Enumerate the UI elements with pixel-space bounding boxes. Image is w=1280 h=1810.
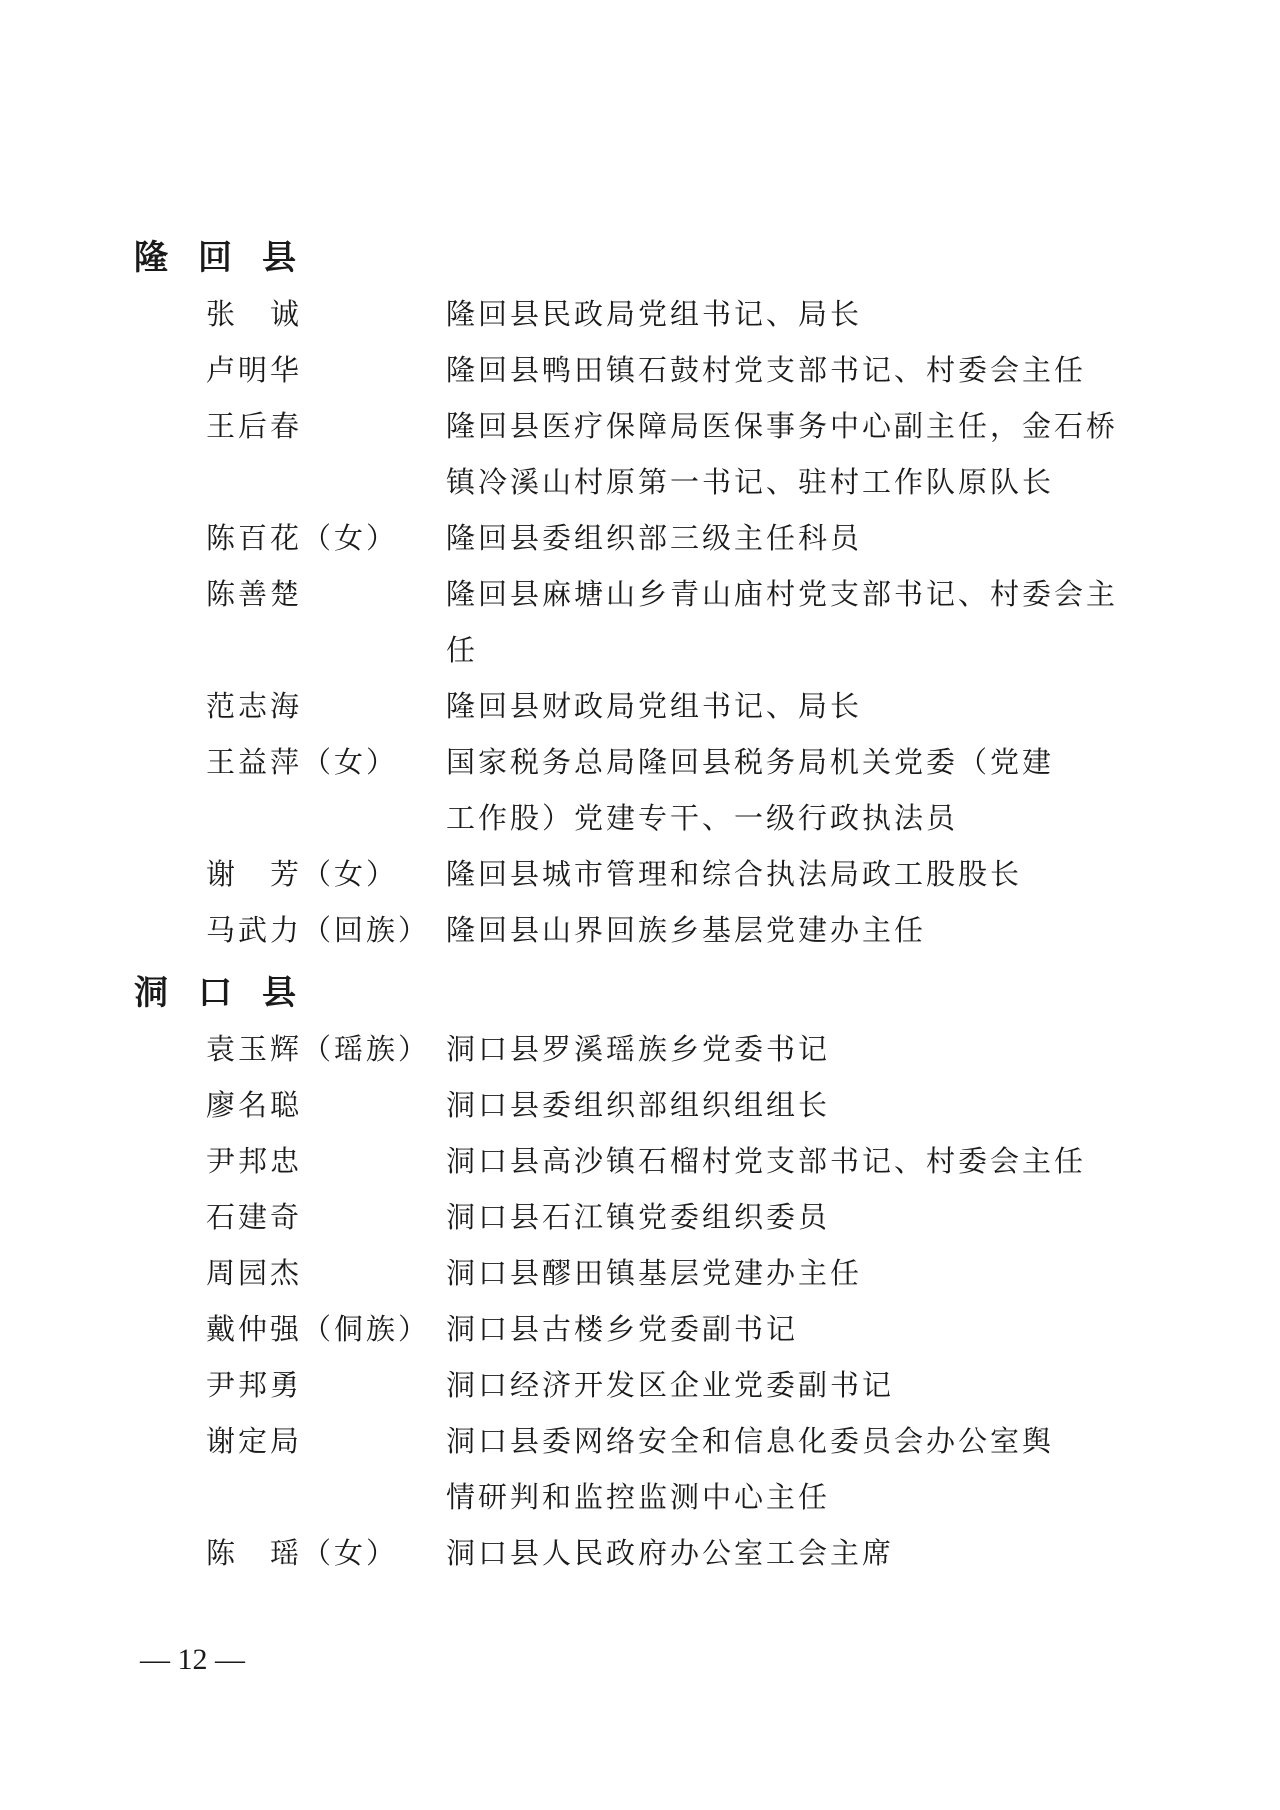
- section-dongkou: [134, 965, 1134, 1581]
- person-name: 王益萍（女）: [206, 745, 399, 779]
- person-position: 隆回县民政局党组书记、局长: [446, 297, 863, 331]
- entry-list: [134, 286, 1134, 958]
- person-position: 洞口县罗溪瑶族乡党委书记: [446, 1032, 831, 1066]
- list-item: [134, 1077, 1134, 1133]
- person-name: 马武力（回族）: [206, 913, 431, 947]
- list-item: [134, 1021, 1134, 1077]
- list-item: [134, 734, 1134, 846]
- person-position: 隆回县鸭田镇石鼓村党支部书记、村委会主任: [446, 353, 1087, 387]
- list-item: [134, 1133, 1134, 1189]
- person-position: 隆回县麻塘山乡青山庙村党支部书记、村委会主任: [446, 577, 1119, 667]
- person-name: 廖名聪: [206, 1088, 303, 1122]
- person-name: 陈百花（女）: [206, 521, 399, 555]
- person-name: 范志海: [206, 689, 303, 723]
- person-name: 张 诚: [206, 297, 303, 331]
- person-name: 陈善楚: [206, 577, 303, 611]
- list-item: [134, 1525, 1134, 1581]
- person-name: 周园杰: [206, 1256, 303, 1290]
- person-name: 袁玉辉（瑶族）: [206, 1032, 431, 1066]
- person-name: 石建奇: [206, 1200, 303, 1234]
- person-position: 隆回县山界回族乡基层党建办主任: [446, 913, 927, 947]
- list-item: [134, 846, 1134, 902]
- list-item: [134, 902, 1134, 958]
- person-position: 洞口县石江镇党委组织委员: [446, 1200, 831, 1234]
- person-name: 谢定局: [206, 1424, 303, 1458]
- person-position: 隆回县委组织部三级主任科员: [446, 521, 863, 555]
- entry-list: [134, 1021, 1134, 1581]
- person-name: 尹邦勇: [206, 1368, 303, 1402]
- person-position: 隆回县财政局党组书记、局长: [446, 689, 863, 723]
- person-position: 洞口县古楼乡党委副书记: [446, 1312, 799, 1346]
- list-item: [134, 342, 1134, 398]
- person-position: 隆回县城市管理和综合执法局政工股股长: [446, 857, 1023, 891]
- person-position: 隆回县医疗保障局医保事务中心副主任，金石桥 镇冷溪山村原第一书记、驻村工作队原队长: [446, 409, 1119, 499]
- list-item: [134, 1413, 1134, 1525]
- person-position: 洞口县高沙镇石榴村党支部书记、村委会主任: [446, 1144, 1087, 1178]
- list-item: [134, 566, 1134, 678]
- person-name: 谢 芳（女）: [206, 857, 399, 891]
- list-item: [134, 1301, 1134, 1357]
- person-position: 洞口县人民政府办公室工会主席: [446, 1536, 895, 1570]
- section-title: 隆回县: [134, 238, 326, 278]
- person-position: 国家税务总局隆回县税务局机关党委（党建 工作股）党建专干、一级行政执法员: [446, 745, 1055, 835]
- list-item: [134, 1189, 1134, 1245]
- person-position: 洞口县醪田镇基层党建办主任: [446, 1256, 863, 1290]
- section-title: 洞口县: [134, 973, 326, 1013]
- person-position: 洞口县委网络安全和信息化委员会办公室舆 情研判和监控监测中心主任: [446, 1424, 1055, 1514]
- list-item: [134, 678, 1134, 734]
- list-item: [134, 1245, 1134, 1301]
- person-name: 王后春: [206, 409, 303, 443]
- person-name: 卢明华: [206, 353, 303, 387]
- list-item: [134, 286, 1134, 342]
- list-item: [134, 1357, 1134, 1413]
- list-item: [134, 510, 1134, 566]
- person-position: 洞口县委组织部组织组组长: [446, 1088, 831, 1122]
- list-item: [134, 398, 1134, 510]
- person-name: 戴仲强（侗族）: [206, 1312, 431, 1346]
- section-longhui: [134, 230, 1134, 958]
- person-name: 陈 瑶（女）: [206, 1536, 399, 1570]
- person-position: 洞口经济开发区企业党委副书记: [446, 1368, 895, 1402]
- person-name: 尹邦忠: [206, 1144, 303, 1178]
- page-number: — 12 —: [140, 1643, 245, 1676]
